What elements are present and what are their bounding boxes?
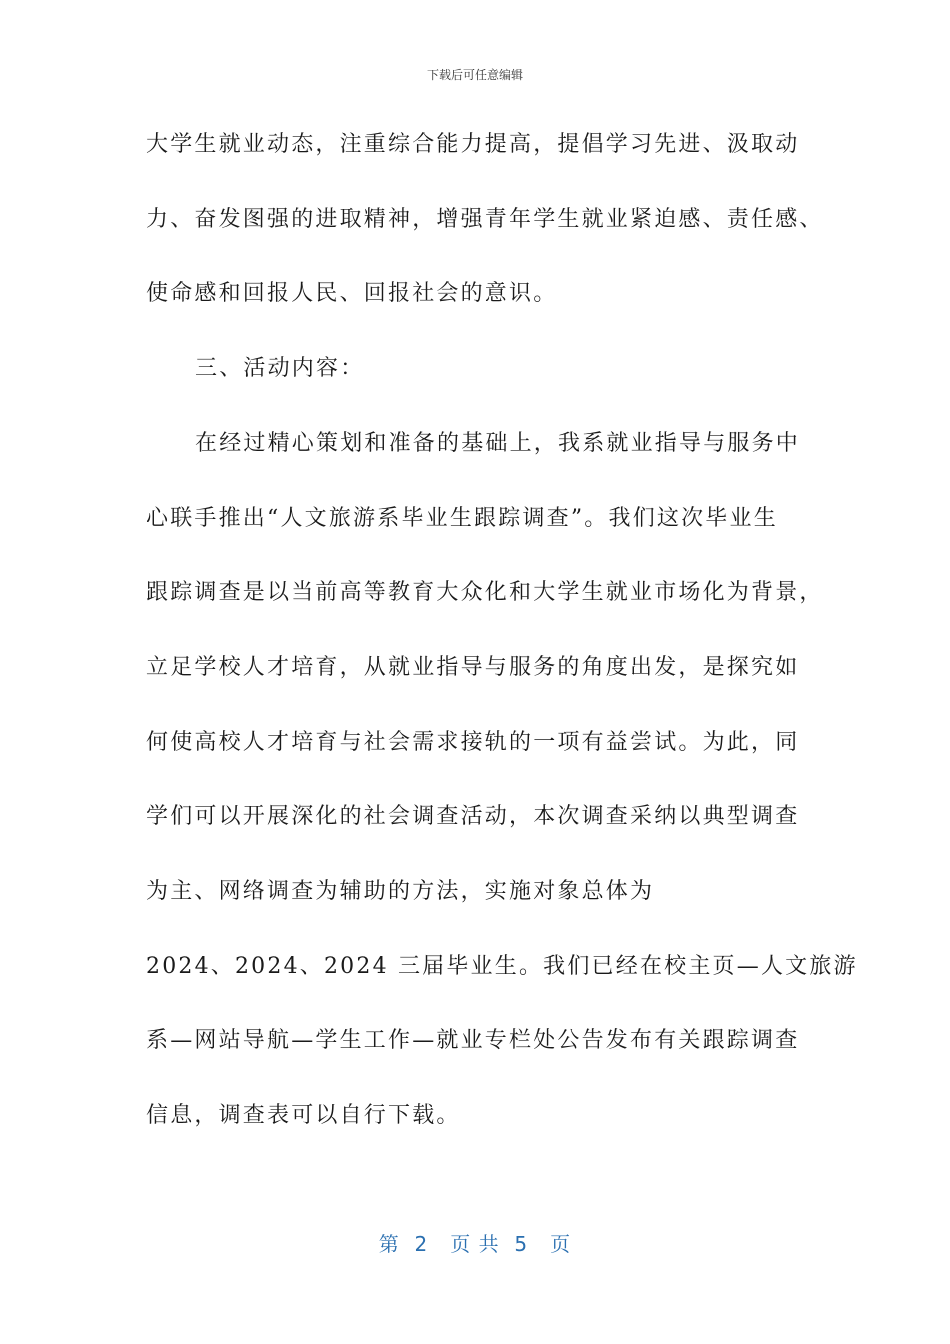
paragraph-line: 何使高校人才培育与社会需求接轨的一项有益尝试。为此，同: [146, 730, 800, 755]
paragraph-line: 2024、2024、2024 三届毕业生。我们已经在校主页—人文旅游: [146, 954, 858, 979]
paragraph-line: 立足学校人才培育，从就业指导与服务的角度出发，是探究如: [146, 655, 800, 680]
paragraph-line: 跟踪调查是以当前高等教育大众化和大学生就业市场化为背景，: [146, 580, 824, 605]
paragraph-line: 为主、网络调查为辅助的方法，实施对象总体为: [146, 879, 655, 904]
page-number-footer: 第 2 页 共 5 页: [378, 1232, 572, 1256]
paragraph-line: 心联手推出“人文旅游系毕业生跟踪调查”。我们这次毕业生: [146, 506, 778, 531]
paragraph-line: 大学生就业动态，注重综合能力提高，提倡学习先进、汲取动: [146, 132, 800, 157]
paragraph-line: 学们可以开展深化的社会调查活动，本次调查采纳以典型调查: [146, 804, 800, 829]
paragraph-line: 在经过精心策划和准备的基础上，我系就业指导与服务中: [195, 431, 801, 456]
paragraph-line: 系—网站导航—学生工作—就业专栏处公告发布有关跟踪调查: [146, 1028, 800, 1053]
page-header: 下载后可任意编辑: [426, 68, 523, 82]
paragraph-line: 使命感和回报人民、回报社会的意识。: [146, 281, 558, 306]
paragraph-line: 信息，调查表可以自行下载。: [146, 1103, 461, 1128]
section-heading: 三、活动内容：: [195, 356, 365, 381]
paragraph-line: 力、奋发图强的进取精神，增强青年学生就业紧迫感、责任感、: [146, 207, 824, 232]
